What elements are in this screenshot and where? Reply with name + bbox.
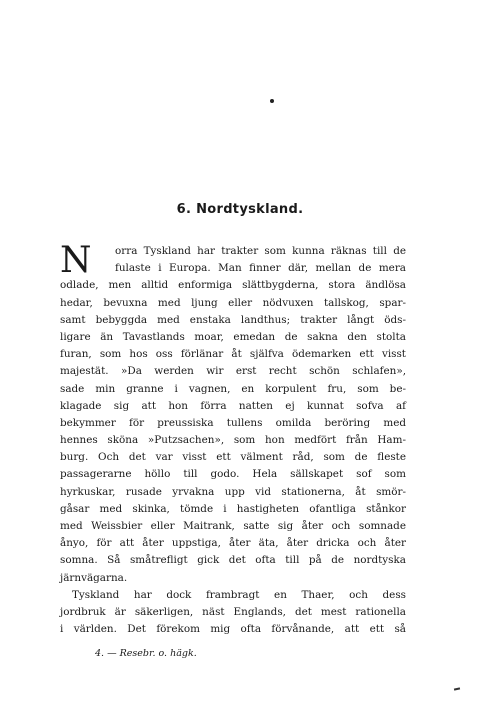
drop-cap: N	[60, 240, 92, 281]
text-line: klagade sig att hon förra natten ej kunnat sofva af	[60, 399, 406, 412]
text-line: hedar, bevuxna med ljung eller nödvuxen tallskog, spar-	[60, 296, 406, 309]
text-line: jordbruk är säkerligen, näst Englands, det mest rationella	[60, 605, 406, 618]
text-line: odlade, men alltid enformiga slättbygderna, stora ändlösa	[60, 279, 406, 292]
text-line: fulaste i Europa. Man finner där, mellan de mera	[115, 262, 406, 275]
text-line: hyrkuskar, rusade yrvakna upp vid stationerna, åt smör-	[60, 485, 406, 498]
text-line: i världen. Det förekom mig ofta förvånande, att ett så	[60, 623, 406, 636]
ink-smudge-mark	[454, 687, 460, 690]
text-line: Tyskland har dock frambragt en Thaer, och dess	[72, 588, 406, 601]
text-line: ånyo, för att åter uppstiga, åter äta, åter dricka och åter	[60, 537, 406, 550]
ink-dot-mark	[270, 99, 274, 103]
text-line: sade min granne i vagnen, en korpulent fru, som be-	[60, 382, 406, 395]
text-line: bekymmer för preussiska tullens omilda beröring med	[60, 416, 406, 429]
text-line: orra Tyskland har trakter som kunna räknas till de	[115, 245, 406, 257]
text-line: järnvägarna.	[60, 571, 128, 584]
text-line: passagerarne höllo till godo. Hela sällskapet sof som	[60, 468, 406, 481]
text-line: furan, som hos oss förlänar åt själfva ödemarken ett visst	[60, 348, 406, 361]
text-line: samt bebyggda med enstaka landthus; trakter långt öds-	[60, 313, 406, 326]
text-line: burg. Och det var visst ett välment råd, som de fleste	[60, 451, 406, 464]
text-line: hennes sköna »Putzsachen», som hon medfört från Ham-	[60, 434, 406, 447]
text-line: med Weissbier eller Maitrank, satte sig åter och somnade	[60, 520, 406, 532]
text-line: majestät. »Da werden wir erst recht schön schlafen»,	[60, 365, 406, 378]
body-text	[60, 240, 406, 638]
text-line: somna. Så småtrefligt gick det ofta till på de nordtyska	[60, 554, 406, 567]
chapter-title: 6. Nordtyskland.	[176, 202, 304, 217]
text-line: gåsar med skinka, tömde i hastigheten ofantliga stånkor	[60, 502, 406, 515]
footer-signature: 4. — Resebr. o. hägk.	[95, 648, 197, 659]
text-line: ligare än Tavastlands moar, emedan de sakna den stolta	[60, 330, 406, 343]
